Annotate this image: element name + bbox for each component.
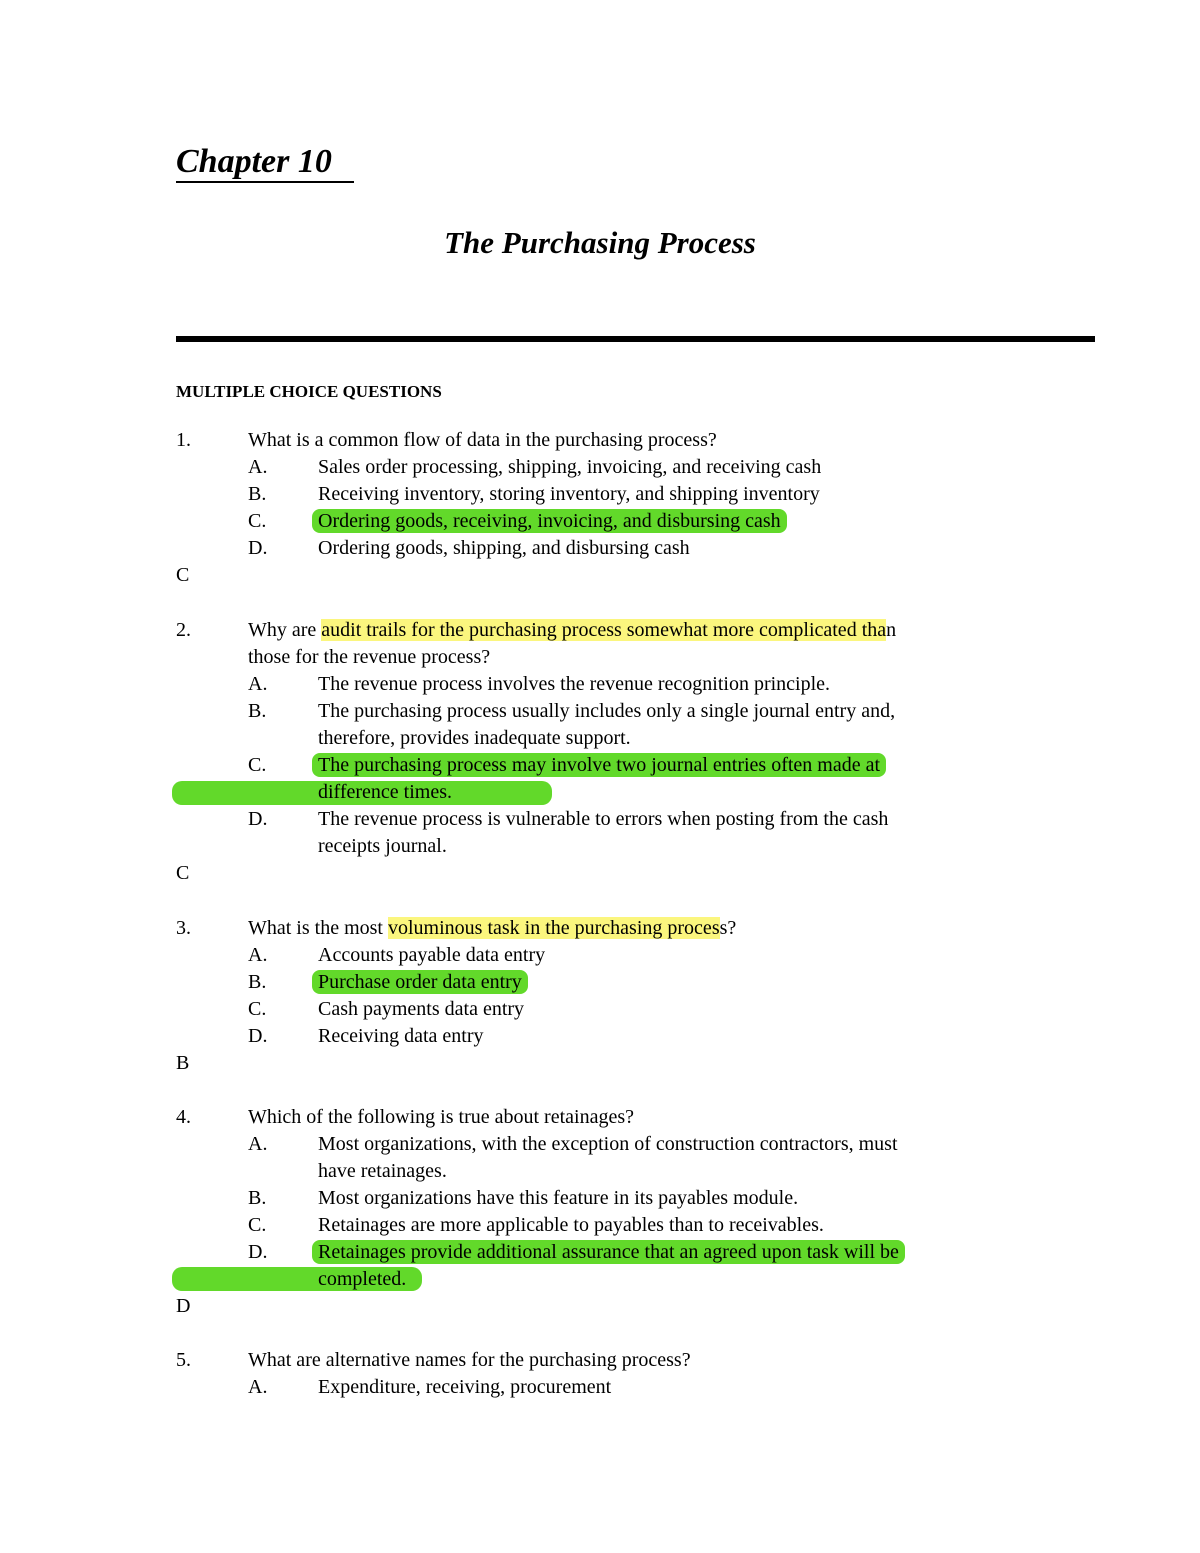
q3-option-c-label: C.: [248, 998, 267, 1020]
q4-option-b-label: B.: [248, 1187, 267, 1209]
q3-correct-highlight: Purchase order data entry: [312, 970, 528, 994]
question-4-number: 4.: [176, 1106, 191, 1128]
q2-option-c: [318, 752, 880, 778]
question-2-number: 2.: [176, 619, 191, 641]
question-4-stem: Which of the following is true about retainages?: [248, 1106, 634, 1128]
q4-option-d: [318, 1239, 899, 1265]
question-5-stem: What are alternative names for the purchasing process?: [248, 1349, 691, 1371]
chapter-underline: [176, 181, 354, 183]
q4-correct-highlight: Retainages provide additional assurance that an agreed upon task will be: [312, 1240, 905, 1264]
q3-option-b-label: B.: [248, 971, 267, 993]
q1-option-d-label: D.: [248, 537, 268, 559]
question-2-stem-line2: those for the revenue process?: [248, 646, 491, 668]
q2-key-phrase-highlight: audit trails for the purchasing process somewhat more complicated tha: [321, 619, 887, 641]
q1-correct-highlight: Ordering goods, receiving, invoicing, and disbursing cash: [312, 509, 787, 533]
q2-option-c-line2: difference times.: [318, 781, 453, 803]
q1-option-d: Ordering goods, shipping, and disbursing cash: [318, 537, 690, 559]
question-5-number: 5.: [176, 1349, 191, 1371]
q1-option-b: Receiving inventory, storing inventory, and shipping inventory: [318, 483, 820, 505]
q2-option-d: The revenue process is vulnerable to errors when posting from the cash: [318, 808, 889, 830]
q4-option-d-line2: completed.: [318, 1268, 407, 1290]
q2-option-d-label: D.: [248, 808, 268, 830]
q3-option-a-label: A.: [248, 944, 268, 966]
q3-answer: B: [176, 1052, 190, 1074]
question-2-stem: Why are audit trails for the purchasing process somewhat more complicated than: [248, 619, 897, 641]
q2-answer: C: [176, 862, 190, 884]
q3-key-phrase-highlight: voluminous task in the purchasing proces: [387, 917, 720, 939]
question-1-number: 1.: [176, 429, 191, 451]
q2-option-c-label: C.: [248, 754, 267, 776]
q2-option-a-label: A.: [248, 673, 268, 695]
q2-option-b: The purchasing process usually includes only a single journal entry and,: [318, 700, 896, 722]
q4-option-b: Most organizations have this feature in its payables module.: [318, 1187, 799, 1209]
q4-option-a: Most organizations, with the exception of construction contractors, must: [318, 1133, 898, 1155]
q4-option-c-label: C.: [248, 1214, 267, 1236]
q1-option-b-label: B.: [248, 483, 267, 505]
section-heading: MULTIPLE CHOICE QUESTIONS: [176, 382, 442, 401]
q4-option-a-label: A.: [248, 1133, 268, 1155]
question-3-stem: What is the most voluminous task in the purchasing process?: [248, 917, 737, 939]
q5-option-a-label: A.: [248, 1376, 268, 1398]
q4-option-d-label: D.: [248, 1241, 268, 1263]
q2-option-d-line2: receipts journal.: [318, 835, 447, 857]
q1-option-a-label: A.: [248, 456, 268, 478]
q4-answer: D: [176, 1295, 191, 1317]
q3-option-b: [318, 969, 522, 995]
q2-option-a: The revenue process involves the revenue recognition principle.: [318, 673, 831, 695]
header-divider: [176, 336, 1095, 342]
q2-option-b-line2: therefore, provides inadequate support.: [318, 727, 631, 749]
q1-option-c-label: C.: [248, 510, 267, 532]
q4-option-a-line2: have retainages.: [318, 1160, 447, 1182]
q1-answer: C: [176, 564, 190, 586]
q5-option-a: Expenditure, receiving, procurement: [318, 1376, 612, 1398]
question-3-number: 3.: [176, 917, 191, 939]
chapter-heading: Chapter 10: [176, 143, 332, 180]
q2-correct-highlight: The purchasing process may involve two journal entries often made at: [312, 753, 886, 777]
q3-option-d-label: D.: [248, 1025, 268, 1047]
q3-option-c: Cash payments data entry: [318, 998, 525, 1020]
q4-option-c: Retainages are more applicable to payables than to receivables.: [318, 1214, 824, 1236]
q1-option-a: Sales order processing, shipping, invoicing, and receiving cash: [318, 456, 822, 478]
page-title: The Purchasing Process: [444, 225, 756, 260]
q3-option-d: Receiving data entry: [318, 1025, 484, 1047]
question-1-stem: What is a common flow of data in the purchasing process?: [248, 429, 717, 451]
q3-option-a: Accounts payable data entry: [318, 944, 546, 966]
q2-option-b-label: B.: [248, 700, 267, 722]
q1-option-c: [318, 508, 781, 534]
